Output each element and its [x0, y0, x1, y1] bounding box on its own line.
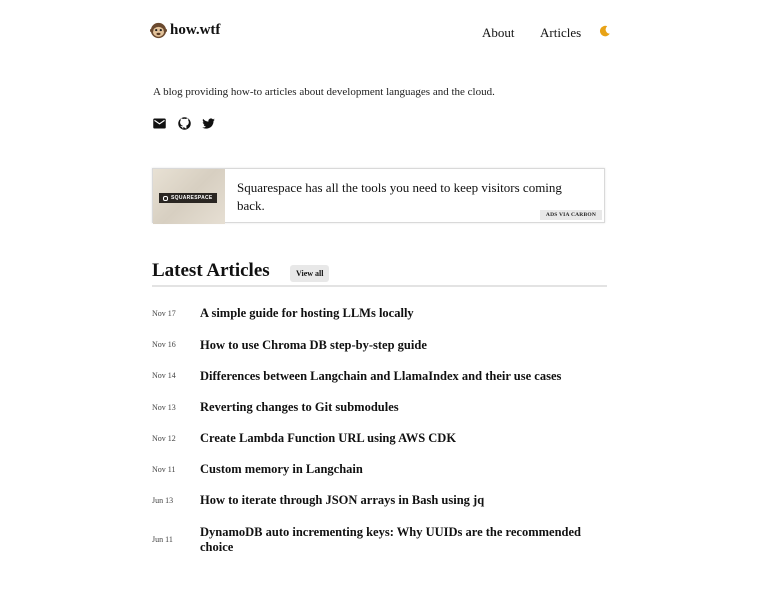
moon-icon[interactable] — [598, 24, 612, 38]
article-date: Nov 14 — [152, 371, 176, 380]
section-divider — [152, 285, 607, 287]
nav-about-link[interactable]: About — [482, 25, 515, 40]
article-date: Jun 13 — [152, 496, 174, 505]
site-tagline: A blog providing how-to articles about development languages and the cloud. — [153, 86, 495, 98]
github-icon[interactable] — [177, 116, 192, 131]
article-date: Nov 12 — [152, 434, 176, 443]
ads-via-carbon-link[interactable]: ADS VIA CARBON — [540, 210, 602, 220]
latest-articles-heading: Latest Articles — [152, 260, 270, 281]
site-name: how.wtf — [170, 22, 221, 38]
ad-text[interactable]: Squarespace has all the tools you need to keep visitors coming back. — [237, 180, 562, 213]
ad-brand-name: SQUARESPACE — [171, 195, 213, 201]
article-date: Nov 16 — [152, 340, 176, 349]
article-date: Nov 17 — [152, 309, 176, 318]
ad-image[interactable] — [153, 169, 225, 224]
article-link[interactable]: How to iterate through JSON arrays in Bash using jq — [200, 493, 485, 507]
view-all-button[interactable]: View all — [290, 265, 329, 282]
article-link[interactable]: A simple guide for hosting LLMs locally — [200, 306, 414, 320]
ad-brand-logo — [159, 193, 217, 203]
article-date: Nov 13 — [152, 403, 176, 412]
article-link[interactable]: Custom memory in Langchain — [200, 462, 363, 476]
article-date: Nov 11 — [152, 465, 176, 474]
article-link[interactable]: Differences between Langchain and LlamaIndex and their use cases — [200, 369, 562, 383]
twitter-icon[interactable] — [201, 116, 216, 131]
article-link[interactable]: Reverting changes to Git submodules — [200, 400, 399, 414]
article-link[interactable]: How to use Chroma DB step-by-step guide — [200, 338, 427, 352]
squarespace-logo-icon — [163, 196, 168, 201]
site-logo-link[interactable] — [150, 22, 220, 39]
article-link[interactable]: Create Lambda Function URL using AWS CDK — [200, 431, 457, 445]
nav-articles-link[interactable]: Articles — [540, 25, 582, 40]
carbon-ad[interactable] — [152, 168, 605, 223]
article-link[interactable]: DynamoDB auto incrementing keys: Why UUIDs are the recommended choice — [200, 525, 582, 554]
article-date: Jun 11 — [152, 535, 173, 544]
monkey-face-icon — [150, 22, 167, 39]
email-icon[interactable] — [152, 116, 167, 131]
